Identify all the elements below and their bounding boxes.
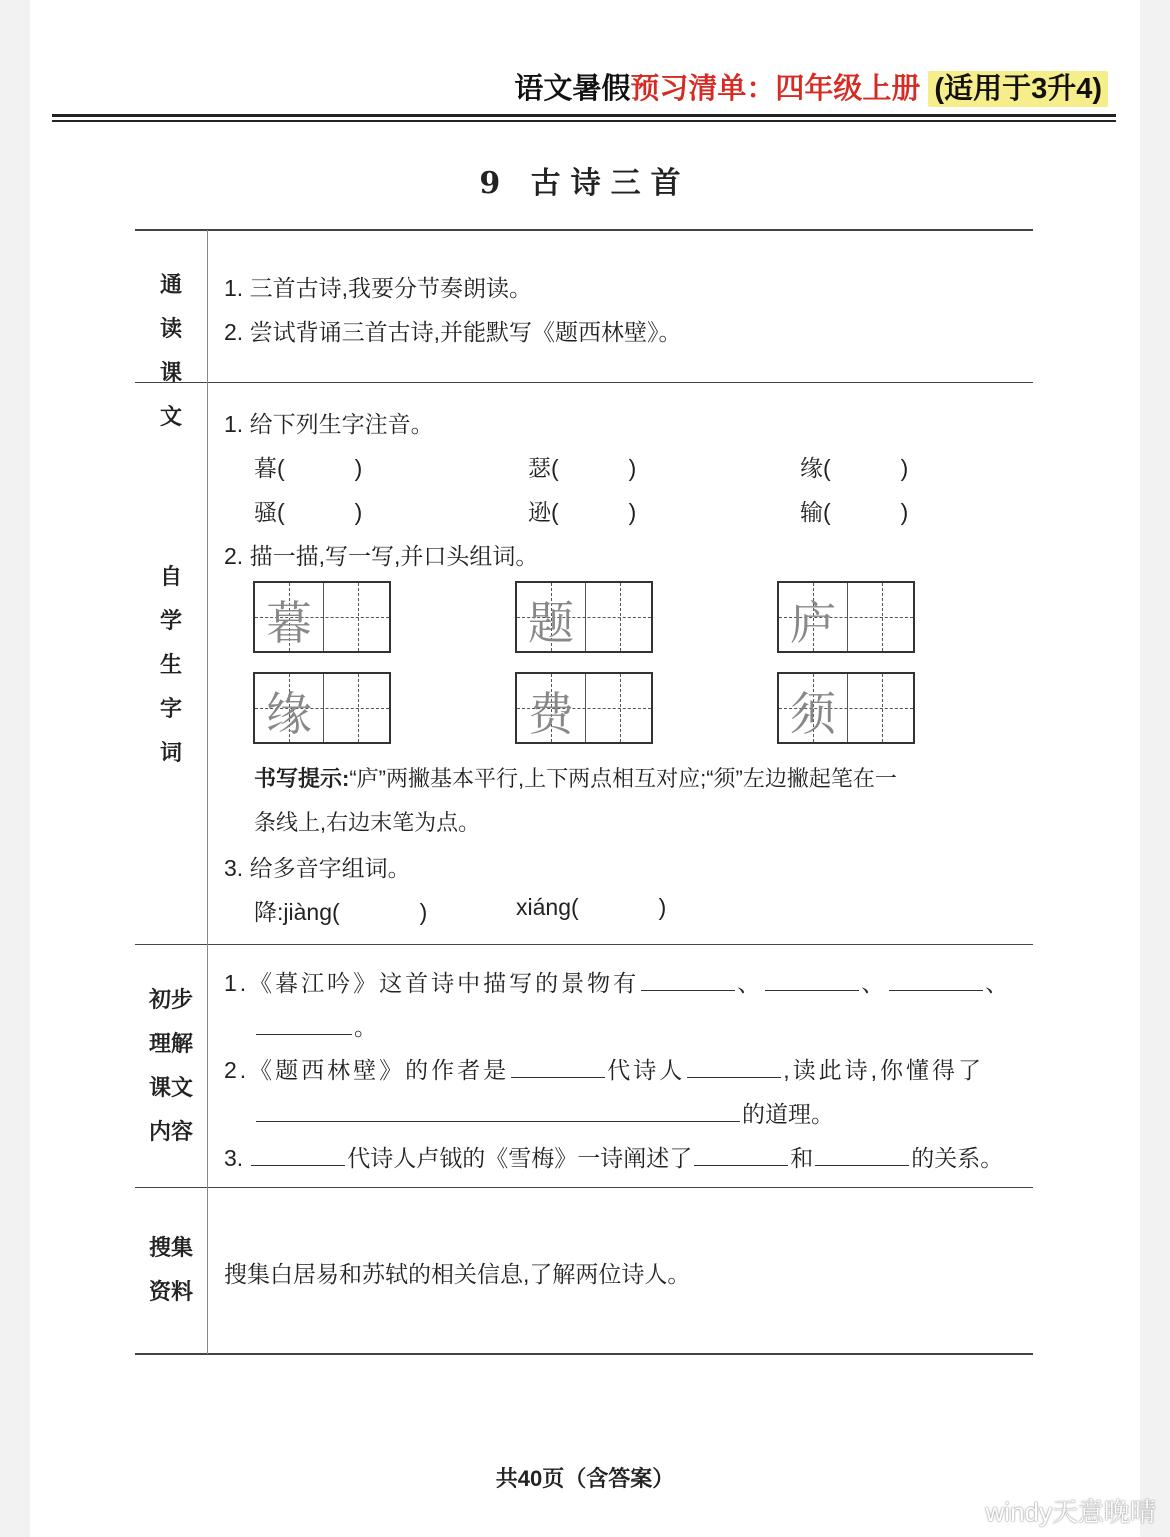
section-label: 初步理解课文内容 <box>148 987 193 1144</box>
left-margin <box>0 0 30 1537</box>
pinyin-blank[interactable]: 暮( ) <box>254 455 363 481</box>
section-label: 搜集资料 <box>148 1235 193 1304</box>
polyphone-blank[interactable]: 降:jiàng( ) <box>254 899 428 925</box>
question: 3. 代诗人卢钺的《雪梅》一诗阐述了 和 的关系。 <box>224 1145 1004 1171</box>
grade-highlight: (适用于3升4) <box>928 71 1108 107</box>
writing-grid[interactable]: 须 <box>777 672 915 744</box>
section-label: 自学生字词 <box>160 564 183 765</box>
writing-grid[interactable]: 题 <box>515 581 653 653</box>
pinyin-blank[interactable]: 输( ) <box>800 499 909 525</box>
writing-grid[interactable]: 庐 <box>777 581 915 653</box>
page-footer: 共40页（含答案） <box>495 1466 675 1491</box>
question: 。 <box>254 1009 377 1042</box>
writing-grid[interactable]: 暮 <box>253 581 391 653</box>
page-header: 语文暑假预习清单：四年级上册 (适用于3升4) <box>514 66 1108 107</box>
reading-item: 2. 尝试背诵三首古诗,并能默写《题西林壁》。 <box>224 319 682 345</box>
table-divider <box>207 230 208 1354</box>
research-task: 搜集白居易和苏轼的相关信息,了解两位诗人。 <box>224 1261 691 1287</box>
question: 1.《暮江吟》这首诗中描写的景物有 、 、 、 <box>224 970 1012 996</box>
watermark: windy天意晚晴 <box>985 1497 1156 1527</box>
writing-tip: 书写提示:“庐”两撇基本平行,上下两点相互对应;“须”左边撇起笔在一 <box>254 766 897 791</box>
table-rule <box>135 944 1033 945</box>
right-margin <box>1140 0 1170 1537</box>
pinyin-blank[interactable]: 逊( ) <box>528 499 637 525</box>
writing-grid[interactable]: 缘 <box>253 672 391 744</box>
writing-tip: 条线上,右边末笔为点。 <box>254 810 481 835</box>
question: 2. 描一描,写一写,并口头组词。 <box>224 543 539 569</box>
writing-grid[interactable]: 费 <box>515 672 653 744</box>
table-rule <box>135 1187 1033 1188</box>
pinyin-blank[interactable]: 骚( ) <box>254 499 363 525</box>
header-rule <box>52 120 1116 122</box>
section-label: 通读课文 <box>159 272 182 429</box>
pinyin-blank[interactable]: 缘( ) <box>800 455 909 481</box>
table-rule <box>135 229 1033 231</box>
header-rule <box>52 114 1116 117</box>
table-rule <box>135 382 1033 383</box>
question: 2.《题西林壁》的作者是 代诗人 ,读此诗,你懂得了 <box>224 1057 984 1083</box>
table-rule <box>135 1353 1033 1355</box>
question: 3. 给多音字组词。 <box>224 855 411 881</box>
polyphone-blank[interactable]: xiáng( ) <box>516 894 667 920</box>
lesson-title: 9 古诗三首 <box>479 166 691 201</box>
reading-item: 1. 三首古诗,我要分节奏朗读。 <box>224 275 532 301</box>
pinyin-blank[interactable]: 瑟( ) <box>528 455 637 481</box>
question: 的道理。 <box>254 1096 834 1129</box>
question: 1. 给下列生字注音。 <box>224 411 434 437</box>
